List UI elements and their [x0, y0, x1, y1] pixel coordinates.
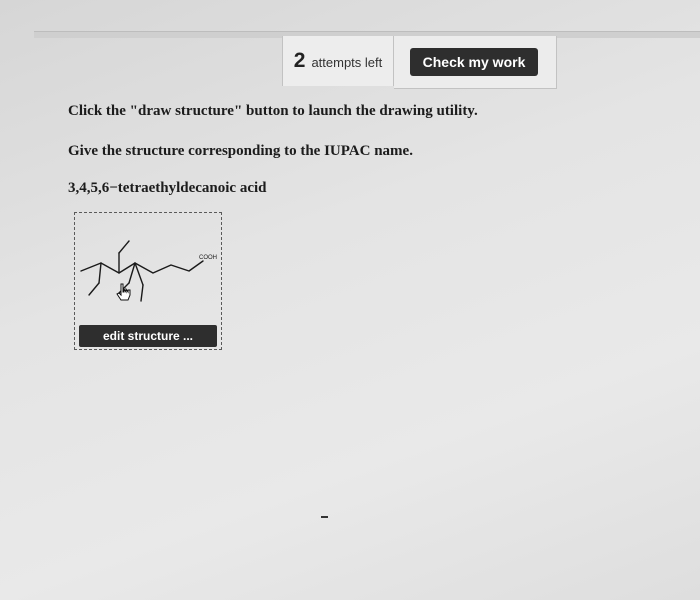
question-prompt: Give the structure corresponding to the IUPAC name. — [68, 143, 413, 159]
attempts-indicator — [282, 36, 394, 86]
molecule-structure — [75, 213, 223, 323]
ethyl-bond — [141, 285, 143, 301]
attempts-label: attempts left — [311, 54, 383, 70]
text-cursor — [321, 516, 328, 518]
edit-structure-button[interactable]: edit structure ... — [79, 325, 217, 347]
ethyl-bond — [99, 263, 101, 283]
attempts-count: 2 — [293, 49, 306, 72]
check-work-container — [394, 36, 557, 89]
ethyl-bond — [89, 283, 99, 295]
ethyl-bond — [119, 241, 129, 253]
instruction-text: Click the "draw structure" button to launch the drawing utility. — [68, 103, 478, 119]
structure-drawing-area[interactable] — [74, 212, 222, 350]
iupac-name: 3,4,5,6−tetraethyldecanoic acid — [68, 180, 267, 196]
main-chain-bond — [81, 261, 203, 273]
cooh-label: COOH — [199, 255, 217, 261]
hand-pointer-icon — [117, 284, 130, 300]
check-my-work-button[interactable]: Check my work — [410, 48, 538, 76]
